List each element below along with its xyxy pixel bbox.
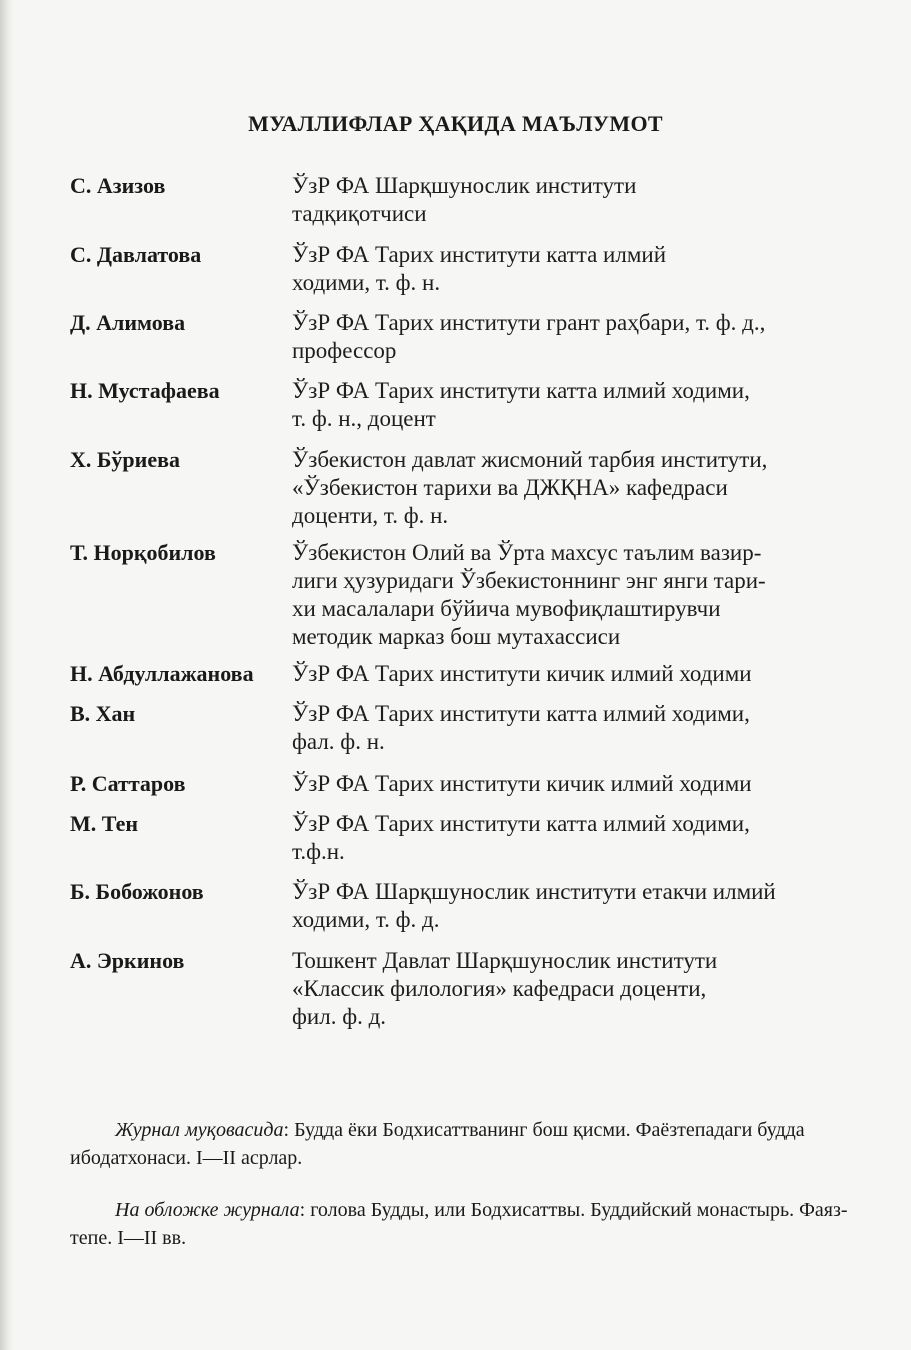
cover-note-label: Журнал муқовасида (115, 1119, 284, 1141)
cover-note-uzbek (70, 1116, 850, 1172)
author-row (70, 770, 860, 810)
author-row (70, 810, 860, 878)
page-left-edge-shadow (0, 0, 14, 1350)
author-row (70, 947, 860, 1037)
author-description: ЎзР ФА Тарих институти катта илмий ходими, т. ф. н. (292, 242, 667, 295)
author-name: С. Азизов (70, 173, 166, 198)
author-name: Р. Саттаров (70, 771, 186, 796)
author-row (70, 878, 860, 947)
author-description: Ўзбекистон давлат жисмоний тарбия институти, «Ўзбекистон тарихи ва ДЖҚНА» кафедраси доценти, т. ф. н. (292, 447, 768, 528)
author-row (70, 309, 860, 377)
author-row (70, 660, 860, 700)
author-description: ЎзР ФА Тарих институти грант раҳбари, т. ф. д., профессор (292, 310, 766, 363)
author-name: Н. Абдуллажанова (70, 661, 254, 686)
author-name: М. Тен (70, 811, 139, 836)
authors-list (70, 172, 860, 1037)
page-title: МУАЛЛИФЛАР ҲАҚИДА МАЪЛУМОТ (248, 111, 663, 136)
author-description: ЎзР ФА Тарих институти кичик илмий ходими (292, 771, 752, 796)
author-name: Д. Алимова (70, 310, 186, 335)
author-description: ЎзР ФА Шарқшунослик институти тадқиқотчиси (292, 173, 637, 226)
cover-note-russian (70, 1196, 850, 1252)
author-name: А. Эркинов (70, 948, 185, 973)
author-row (70, 377, 860, 446)
author-name: Б. Бобожонов (70, 879, 204, 904)
author-name: Н. Мустафаева (70, 378, 220, 403)
author-row (70, 446, 860, 539)
author-name: Х. Бўриева (70, 447, 180, 472)
author-description: ЎзР ФА Тарих институти кичик илмий ходими (292, 661, 752, 686)
cover-notes (70, 1116, 850, 1276)
author-row (70, 241, 860, 309)
author-description: Ўзбекистон Олий ва Ўрта махсус таълим вазир- лиги ҳузуридаги Ўзбекистоннинг энг янги тари- хи масалалари бўйича мувофиқлаштирувчи методик марказ бош мутахассиси (292, 540, 766, 649)
author-description: ЎзР ФА Шарқшунослик институти етакчи илмий ходими, т. ф. д. (292, 879, 776, 932)
cover-note-text: : голова Будды, или Бодхисаттвы. Буддийский монастырь. Фаяз-тепе. I—II вв. (70, 1199, 848, 1249)
cover-note-text: : Будда ёки Бодхисаттванинг бош қисми. Фаёзтепадаги будда ибодатхонаси. I—II асрлар. (70, 1119, 805, 1169)
author-description: ЎзР ФА Тарих институти катта илмий ходими, т.ф.н. (292, 811, 750, 864)
author-name: Т. Норқобилов (70, 540, 216, 565)
author-name: С. Давлатова (70, 242, 202, 267)
author-description: ЎзР ФА Тарих институти катта илмий ходими, т. ф. н., доцент (292, 378, 750, 431)
author-description: Тошкент Давлат Шарқшунослик институти «Классик филология» кафедраси доценти, фил. ф. д. (292, 948, 718, 1029)
author-row (70, 172, 860, 241)
author-row (70, 539, 860, 660)
author-row (70, 700, 860, 770)
author-description: ЎзР ФА Тарих институти катта илмий ходими, фал. ф. н. (292, 701, 750, 754)
author-name: В. Хан (70, 701, 136, 726)
cover-note-label: На обложке журнала (115, 1199, 300, 1221)
